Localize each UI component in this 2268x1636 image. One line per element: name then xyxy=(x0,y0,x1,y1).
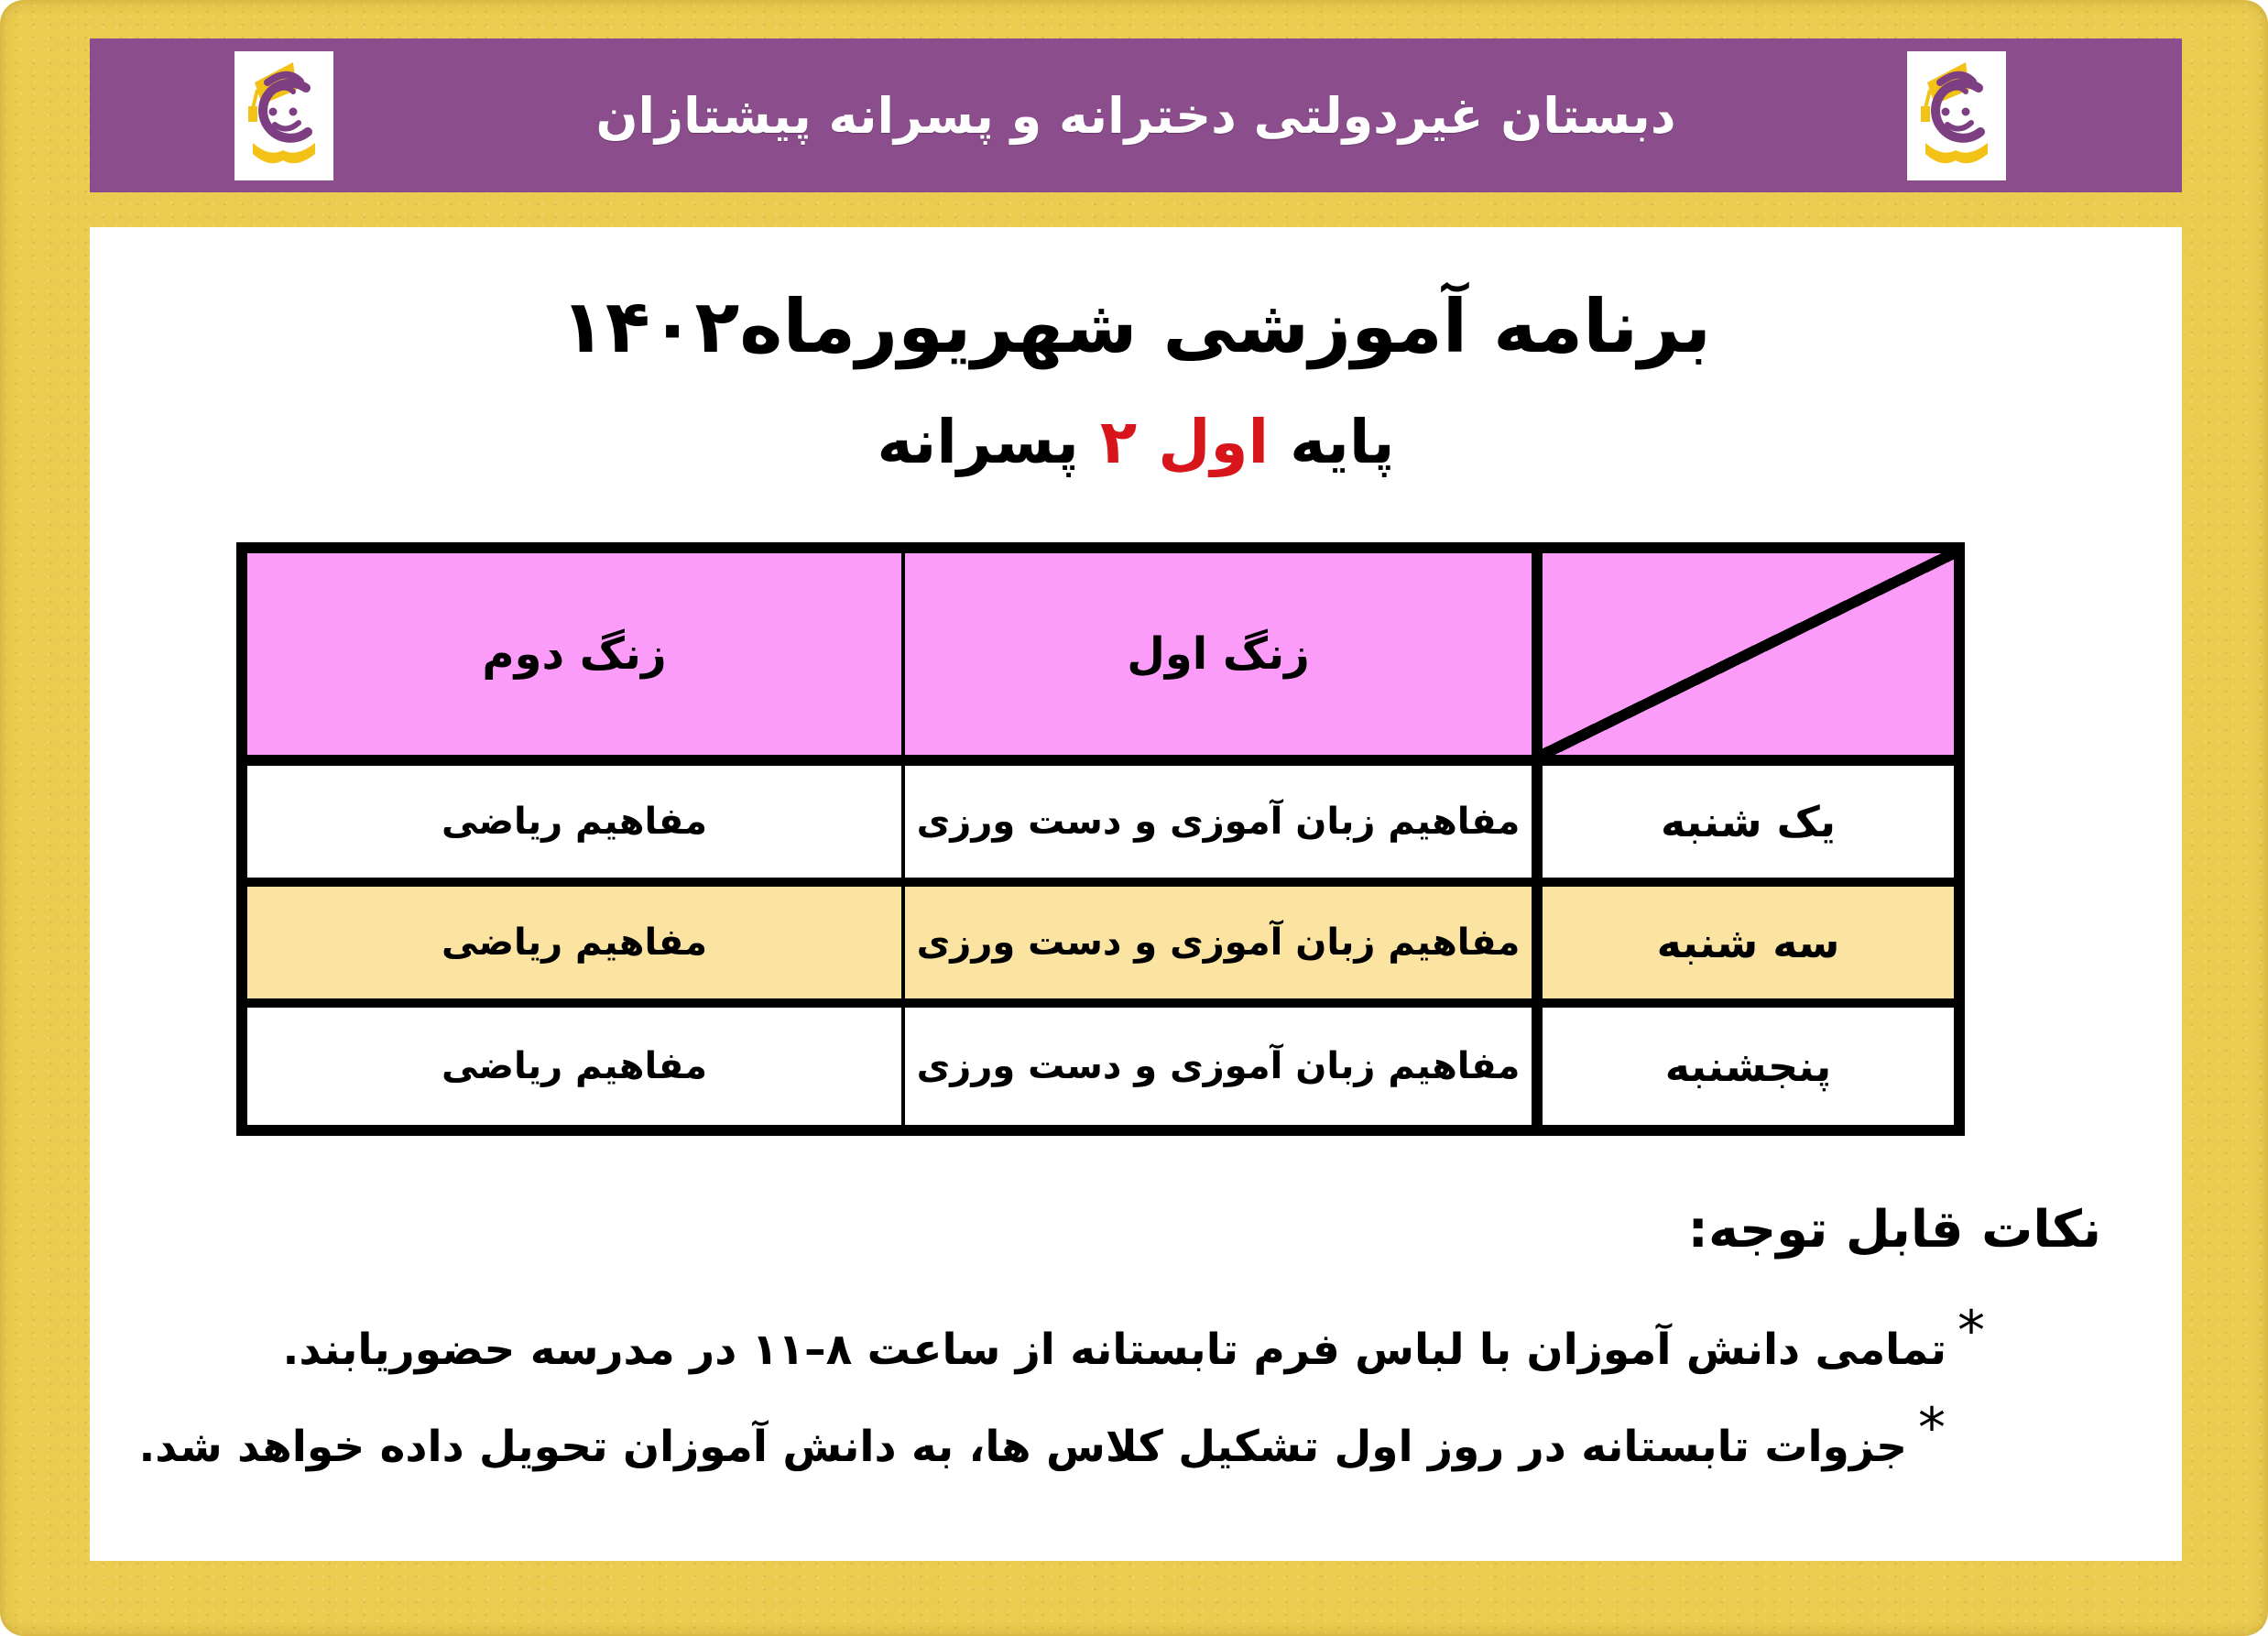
content-sheet xyxy=(90,227,2182,1561)
day-cell-row3: پنجشنبه xyxy=(1532,1008,1954,1125)
lesson-cell-row2-bell1: مفاهیم زبان آموزی و دست ورزی xyxy=(901,887,1532,1008)
header-cell-bell2: زنگ دوم xyxy=(247,553,901,766)
lesson-cell-row1-bell2: مفاهیم ریاضی xyxy=(247,766,901,887)
corner-diagonal-cell xyxy=(1532,553,1954,766)
note-item-2 xyxy=(138,1396,1946,1472)
notes-heading: نکات قابل توجه: xyxy=(1687,1200,2101,1260)
subtitle-prefix: پایه xyxy=(1269,407,1395,477)
day-cell-row1: یک شنبه xyxy=(1532,766,1954,887)
page-subtitle xyxy=(90,407,2182,477)
schedule-table xyxy=(236,542,1965,1136)
subtitle-grade-highlight: اول ۲ xyxy=(1099,407,1270,477)
asterisk-bullet-icon: * xyxy=(1918,1396,1946,1460)
subtitle-suffix: پسرانه xyxy=(877,407,1100,477)
day-cell-row2: سه شنبه xyxy=(1532,887,1954,1008)
school-name: دبستان غیردولتی دخترانه و پسرانه پیشتازان xyxy=(595,86,1676,145)
header-cell-bell1: زنگ اول xyxy=(901,553,1532,766)
lesson-cell-row3-bell1: مفاهیم زبان آموزی و دست ورزی xyxy=(901,1008,1532,1125)
note-item-1 xyxy=(283,1299,1985,1375)
page-title: برنامه آموزشی شهریورماه۱۴۰۲ xyxy=(560,284,1711,369)
school-logo-right-icon xyxy=(1907,51,2006,180)
lesson-cell-row2-bell2: مفاهیم ریاضی xyxy=(247,887,901,1008)
header-band xyxy=(90,38,2182,192)
lesson-cell-row1-bell1: مفاهیم زبان آموزی و دست ورزی xyxy=(901,766,1532,887)
lesson-cell-row3-bell2: مفاهیم ریاضی xyxy=(247,1008,901,1125)
note-text-2: جزوات تابستانه در روز اول تشکیل کلاس ها، به دانش آموزان تحویل داده خواهد شد. xyxy=(138,1422,1907,1472)
asterisk-bullet-icon: * xyxy=(1957,1299,1985,1363)
note-text-1: تمامی دانش آموزان با لباس فرم تابستانه از ساعت ۸–۱۱ در مدرسه حضوریابند. xyxy=(282,1325,1946,1375)
